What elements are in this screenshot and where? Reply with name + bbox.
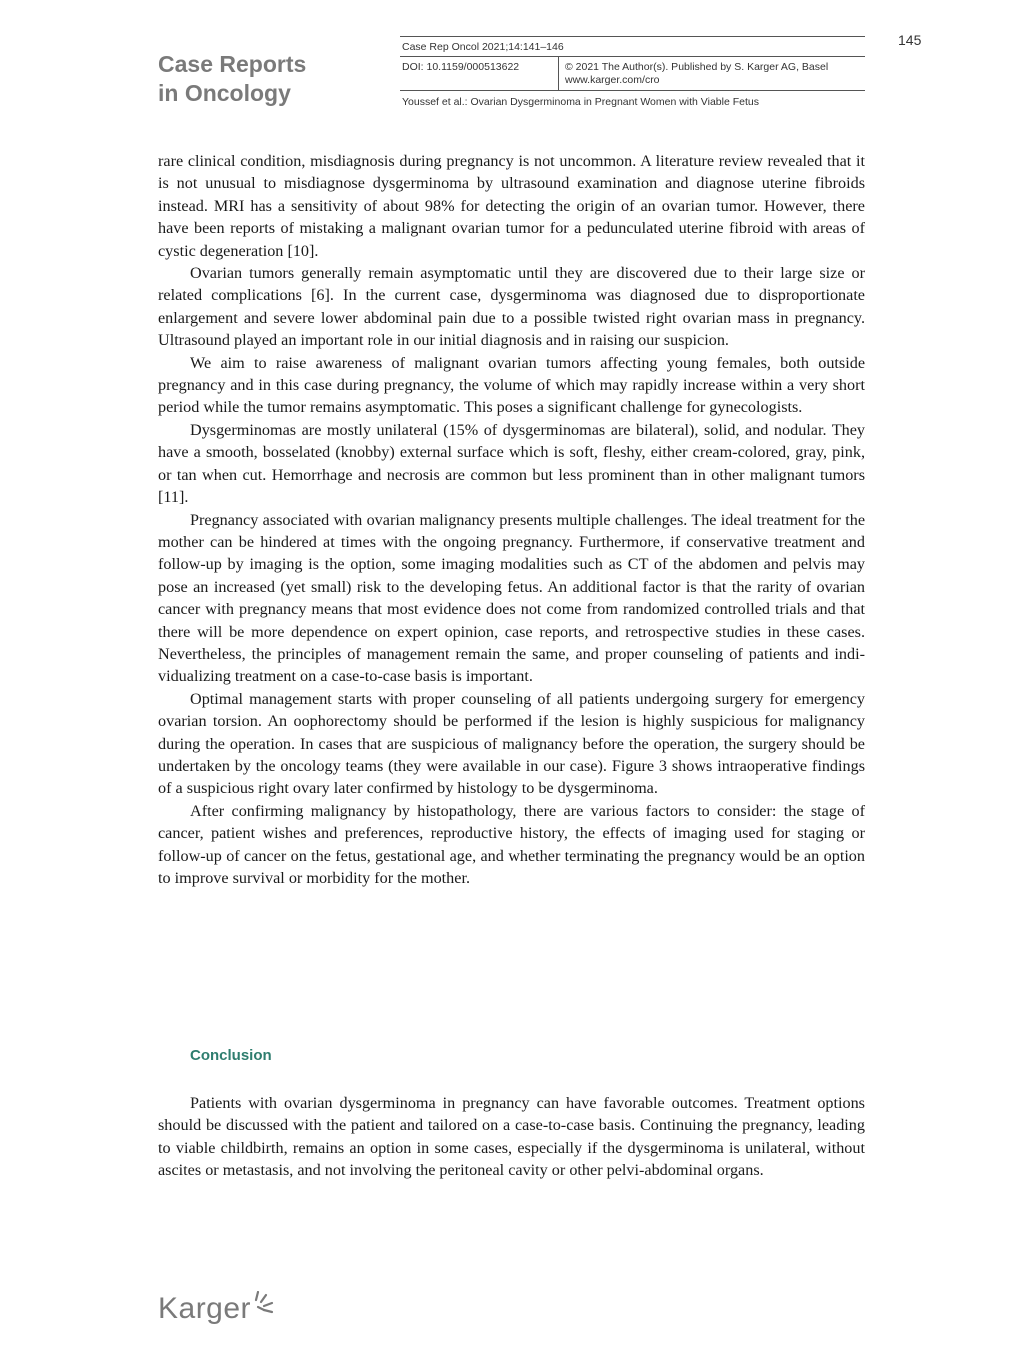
paragraph: Optimal management starts with proper counseling of all patients undergoing surgery for emergency ovarian torsion. An oophorectomy should be performed if the lesion is highly suspicious for malignancy during the operation. In cases that are suspicious of malignancy before the operation, the surgery should be undertaken by the oncology teams (they were available in our case). Figure 3 shows intraoperative findings of a suspicious right ovary later confirmed by histology to be dysgerminoma. bbox=[158, 689, 865, 798]
section-heading-conclusion: Conclusion bbox=[190, 1047, 272, 1064]
paragraph: Patients with ovarian dysgerminoma in pregnancy can have favorable outcomes. Treatment options should be discussed with the patient and tailored on a case-to-case basis. Continuing the pregnancy, leading to viable childbirth, remains an option in some cases, especially if the dysgerminoma is unilateral, without ascites or metastasis, and not involving the peritoneal cavity or other pelvi-abdominal organs. bbox=[158, 1094, 865, 1180]
conclusion-text bbox=[158, 1092, 865, 1182]
citation: Case Rep Oncol 2021;14:141–146 bbox=[400, 36, 865, 56]
doi-copyright-row bbox=[400, 56, 865, 90]
paragraph: After confirming malignancy by histopathology, there are various factors to consider: the stage of cancer, patient wishes and preferences, reproductive history, the effects of imaging used for staging or follow-up of cancer on the fetus, gestational age, and whether terminating the pregnancy would be an option to improve survival or morbidity for the mother. bbox=[158, 801, 865, 887]
paragraph: Dysgerminomas are mostly unilateral (15% of dysgerminomas are bilateral), solid, and nodular. They have a smooth, bosselated (knobby) external surface which is soft, fleshy, either cream-colored, gray, pink, or tan when cut. Hemorrhage and necrosis are common but less prominent than in other malignant tumors [11]. bbox=[158, 420, 865, 507]
karger-logo-icon bbox=[252, 1291, 278, 1321]
publisher-logo bbox=[158, 1292, 278, 1326]
copyright: © 2021 The Author(s). Published by S. Karger AG, Basel bbox=[565, 61, 829, 73]
journal-title-line1: Case Reports bbox=[158, 51, 307, 77]
page-number: 145 bbox=[898, 32, 922, 48]
journal-title-line2: in Oncology bbox=[158, 80, 291, 106]
body-text bbox=[158, 150, 865, 889]
logo-text: Karger bbox=[158, 1292, 252, 1325]
paragraph: rare clinical condition, misdiagnosis during pregnancy is not uncommon. A literature review revealed that it is not unusual to misdiagnose dysgerminoma by ultrasound examination and diagnose uterine fibroids instead. MRI has a sensitivity of about 98% for detecting the origin of an ovarian tumor. However, there have been reports of mistaking a malignant ovarian tumor for a pedunculated uterine fibroid with areas of cystic degeneration [10]. bbox=[158, 152, 865, 260]
journal-title bbox=[158, 50, 306, 108]
article-meta bbox=[400, 36, 865, 108]
journal-website: www.karger.com/cro bbox=[565, 74, 660, 86]
doi: DOI: 10.1159/000513622 bbox=[402, 61, 520, 73]
paragraph: Ovarian tumors generally remain asymptomatic until they are discovered due to their large size or related complications [6]. In the current case, dysgerminoma was diagnosed due to disproportionate enlargement and severe lower abdominal pain due to a possible twisted right ovarian mass in pregnancy. Ultrasound played an important role in our initial diagnosis and in raising our suspicion. bbox=[158, 264, 865, 350]
paragraph: We aim to raise awareness of malignant ovarian tumors affecting young females, both outside pregnancy and in this case during pregnancy, the volume of which may rapidly increase within a very short period while the tumor remains asymptomatic. This poses a significant challenge for gynecologists. bbox=[158, 353, 865, 417]
paragraph: Pregnancy associated with ovarian malignancy presents multiple challenges. The ideal treatment for the mother can be hindered at times with the ongoing pregnancy. Furthermore, if conservative treatment and follow-up by imaging is the option, some imaging modalities such as CT of the abdomen and pelvis may pose an increased (yet small) risk to the developing fetus. An additional factor is that the rarity of ovarian cancer with pregnancy means that most evidence does not come from randomized controlled trials and that there will be more dependence on expert opinion, case reports, and retrospective studies in these cases. Nevertheless, the principles of management remain the same, and proper counseling of patients and individualizing treatment on a case-to-case basis is important. bbox=[158, 510, 865, 686]
copyright-block bbox=[558, 57, 828, 90]
running-title: Youssef et al.: Ovarian Dysgerminoma in Pregnant Women with Viable Fetus bbox=[400, 90, 865, 108]
